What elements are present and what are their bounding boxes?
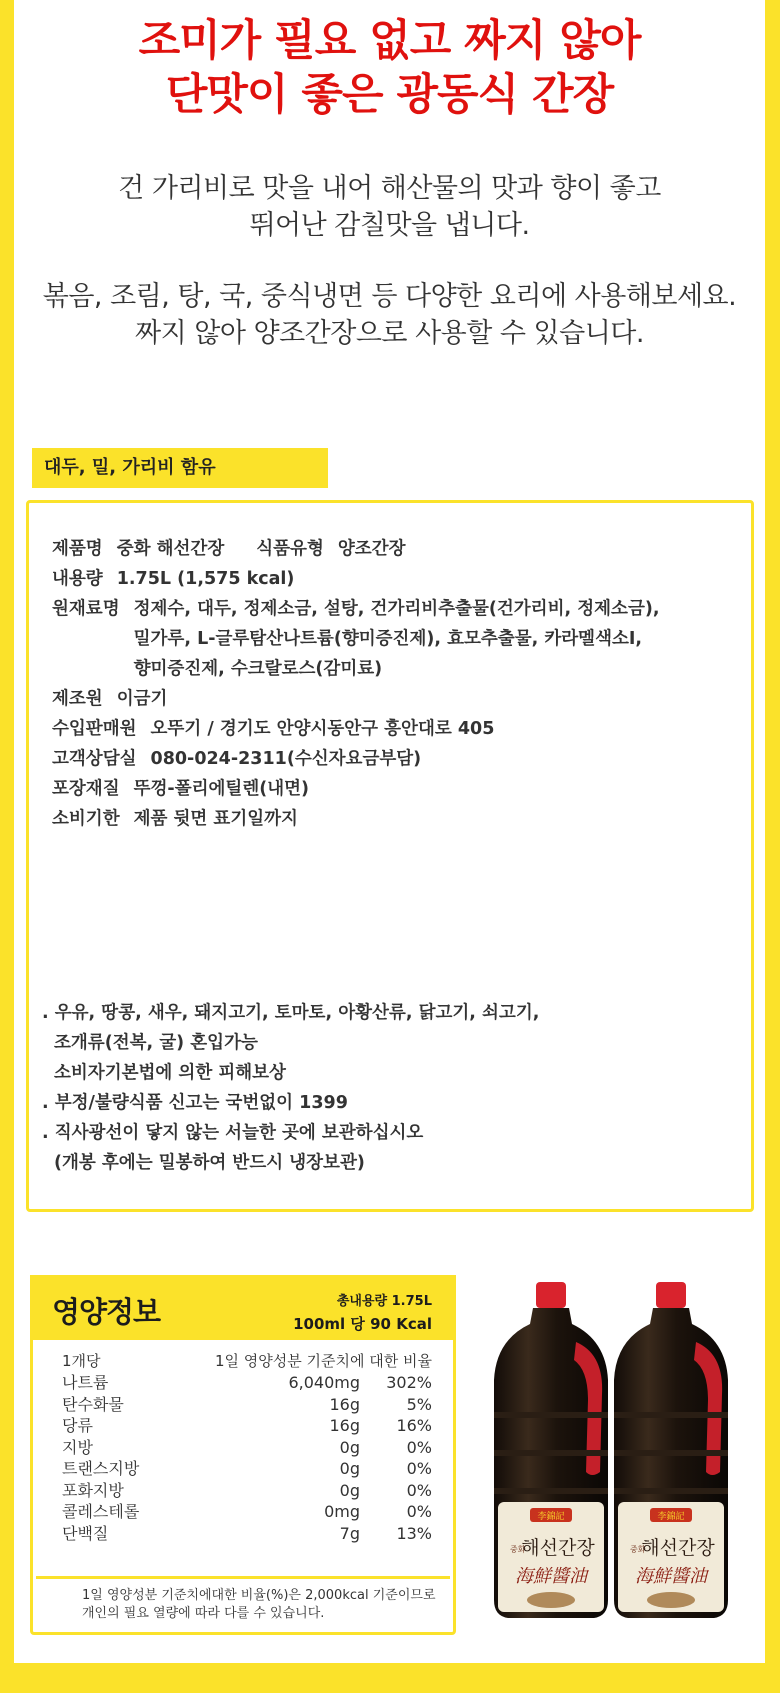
nutrient-name: 포화지방 (62, 1480, 124, 1500)
nutrition-row (62, 1394, 432, 1416)
info-value: 뚜껑-폴리에틸렌(내면) (133, 779, 310, 799)
info-value: 080-024-2311(수신자요금부담) (150, 749, 422, 769)
info-row-customer-service (52, 744, 660, 774)
ingredients-line: 정제수, 대두, 정제소금, 설탕, 건가리비추출물(건가리비, 정제소금), (133, 599, 660, 619)
nutrient-name: 나트륨 (62, 1373, 109, 1392)
note-line: . 직사광선이 닿지 않는 서늘한 곳에 보관하십시오 (42, 1123, 424, 1143)
description-line: 건 가리비로 맛을 내어 해산물의 맛과 향이 좋고 (118, 173, 661, 204)
info-row-ingredients (52, 594, 660, 684)
info-label: 식품유형 (256, 539, 324, 559)
nutrition-row (62, 1415, 432, 1437)
info-label: 소비기한 (52, 809, 120, 829)
nutrition-row (62, 1372, 432, 1394)
nutrient-amount: 0g (339, 1480, 360, 1500)
bottle-name-ko: 해선간장 (521, 1537, 595, 1559)
nutrition-total-volume: 총내용량 1.75L (336, 1294, 432, 1309)
info-value: 제품 뒷면 표기일까지 (133, 809, 298, 829)
footnote-line: 개인의 필요 열량에 따라 다를 수 있습니다. (82, 1606, 325, 1621)
nutrient-percent: 0% (406, 1480, 432, 1500)
info-value: 중화 해선간장 (116, 539, 225, 559)
headline (14, 14, 765, 122)
info-row-name (52, 534, 660, 564)
footnote-line: 1일 영양성분 기준치에대한 비율(%)은 2,000kcal 기준이므로 (82, 1588, 436, 1603)
nutrient-amount: 7g (339, 1523, 360, 1543)
bottle-name-ko: 해선간장 (641, 1537, 715, 1559)
nutrition-row (62, 1458, 432, 1480)
nutrient-percent: 302% (386, 1373, 432, 1392)
nutrition-divider (36, 1576, 450, 1579)
info-row-maker (52, 684, 660, 714)
nutrition-row (62, 1501, 432, 1523)
bottom-yellow-border (0, 1663, 780, 1693)
nutrient-percent: 0% (406, 1459, 432, 1478)
nutrient-name: 트랜스지방 (62, 1459, 140, 1478)
caution-notes (42, 998, 539, 1178)
note-line: 조개류(전복, 굴) 혼입가능 (54, 1033, 258, 1053)
info-label: 고객상담실 (52, 749, 137, 769)
info-value: 1.75L (1,575 kcal) (116, 569, 295, 589)
info-value: 오뚜기 / 경기도 안양시동안구 흥안대로 405 (150, 719, 495, 739)
left-yellow-border (0, 0, 14, 1693)
allergen-badge: 대두, 밀, 가리비 함유 (32, 448, 328, 488)
nutrient-percent: 0% (406, 1502, 432, 1521)
nutrient-amount: 16g (329, 1416, 360, 1435)
nutrient-percent: 0% (406, 1437, 432, 1457)
nutrient-amount: 0g (339, 1437, 360, 1457)
bottle-prefix: 중화 (510, 1545, 526, 1554)
nutrient-amount: 0g (339, 1459, 360, 1478)
nutrient-name: 단백질 (62, 1523, 109, 1543)
description-paragraph-2 (14, 278, 765, 352)
nutrition-row (62, 1480, 432, 1502)
nutrient-name: 지방 (62, 1437, 93, 1457)
headline-line-1: 조미가 필요 없고 짜지 않아 (138, 16, 641, 66)
bottle-brand: 李錦記 (657, 1512, 685, 1522)
info-row-package (52, 774, 660, 804)
info-row-expiry (52, 804, 660, 834)
nutrition-title: 영양정보 (52, 1295, 161, 1329)
nutrient-percent: 5% (406, 1394, 432, 1414)
product-info (52, 534, 660, 834)
nutrition-row (62, 1437, 432, 1459)
info-value: 이금기 (116, 689, 168, 709)
note-line: (개봉 후에는 밀봉하여 반드시 냉장보관) (54, 1153, 365, 1173)
nutrition-calories: 100ml 당 90 Kcal (293, 1315, 432, 1333)
nutrient-amount: 6,040mg (288, 1373, 360, 1392)
nutrient-percent: 16% (396, 1416, 432, 1435)
description-line: 볶음, 조림, 탕, 국, 중식냉면 등 다양한 요리에 사용해보세요. (42, 281, 737, 312)
info-label: 포장재질 (52, 779, 120, 799)
nutrient-name: 탄수화물 (62, 1394, 124, 1414)
nutrient-name: 콜레스테롤 (62, 1502, 140, 1521)
info-label: 수입판매원 (52, 719, 137, 739)
note-line: . 우유, 땅콩, 새우, 돼지고기, 토마토, 아황산류, 닭고기, 쇠고기, (42, 1003, 540, 1023)
nutrient-name: 당류 (62, 1416, 93, 1435)
bottle-name-zh: 海鮮醬油 (635, 1566, 707, 1587)
info-label: 원재료명 (52, 599, 120, 619)
headline-line-2: 단맛이 좋은 광동식 간장 (165, 70, 614, 120)
nutrition-table (62, 1372, 432, 1544)
soy-sauce-bottle-image (608, 1282, 734, 1620)
info-label: 제품명 (52, 539, 103, 559)
nutrition-header-right: 1일 영양성분 기준치에 대한 비율 (215, 1352, 432, 1370)
nutrient-amount: 0mg (324, 1502, 360, 1521)
info-row-volume (52, 564, 660, 594)
bottle-cap (536, 1282, 566, 1308)
ingredients-line: 향미증진제, 수크랄로스(감미료) (133, 659, 383, 679)
right-yellow-border (765, 0, 780, 1693)
info-label: 제조원 (52, 689, 103, 709)
info-row-importer (52, 714, 660, 744)
description-line: 짜지 않아 양조간장으로 사용할 수 있습니다. (135, 318, 644, 349)
nutrient-amount: 16g (329, 1394, 360, 1414)
info-value (134, 594, 660, 684)
bottle-cap (656, 1282, 686, 1308)
bottle-brand: 李錦記 (537, 1512, 565, 1522)
bottle-name-zh: 海鮮醬油 (515, 1566, 587, 1587)
soy-sauce-bottle-image (488, 1282, 614, 1620)
description-paragraph-1 (14, 170, 765, 244)
note-line: . 부정/불량식품 신고는 국번없이 1399 (42, 1093, 348, 1113)
info-value: 양조간장 (337, 539, 406, 559)
nutrition-row (62, 1523, 432, 1545)
note-line: 소비자기본법에 의한 피해보상 (54, 1063, 286, 1083)
info-label: 내용량 (52, 569, 103, 589)
nutrient-percent: 13% (396, 1523, 432, 1543)
ingredients-line: 밀가루, L-글루탐산나트륨(향미증진제), 효모추출물, 카라멜색소I, (133, 629, 643, 649)
nutrition-header-left: 1개당 (62, 1352, 101, 1370)
bottle-prefix: 중화 (630, 1545, 646, 1554)
nutrition-footnote (82, 1587, 436, 1623)
description-line: 뛰어난 감칠맛을 냅니다. (249, 210, 530, 241)
